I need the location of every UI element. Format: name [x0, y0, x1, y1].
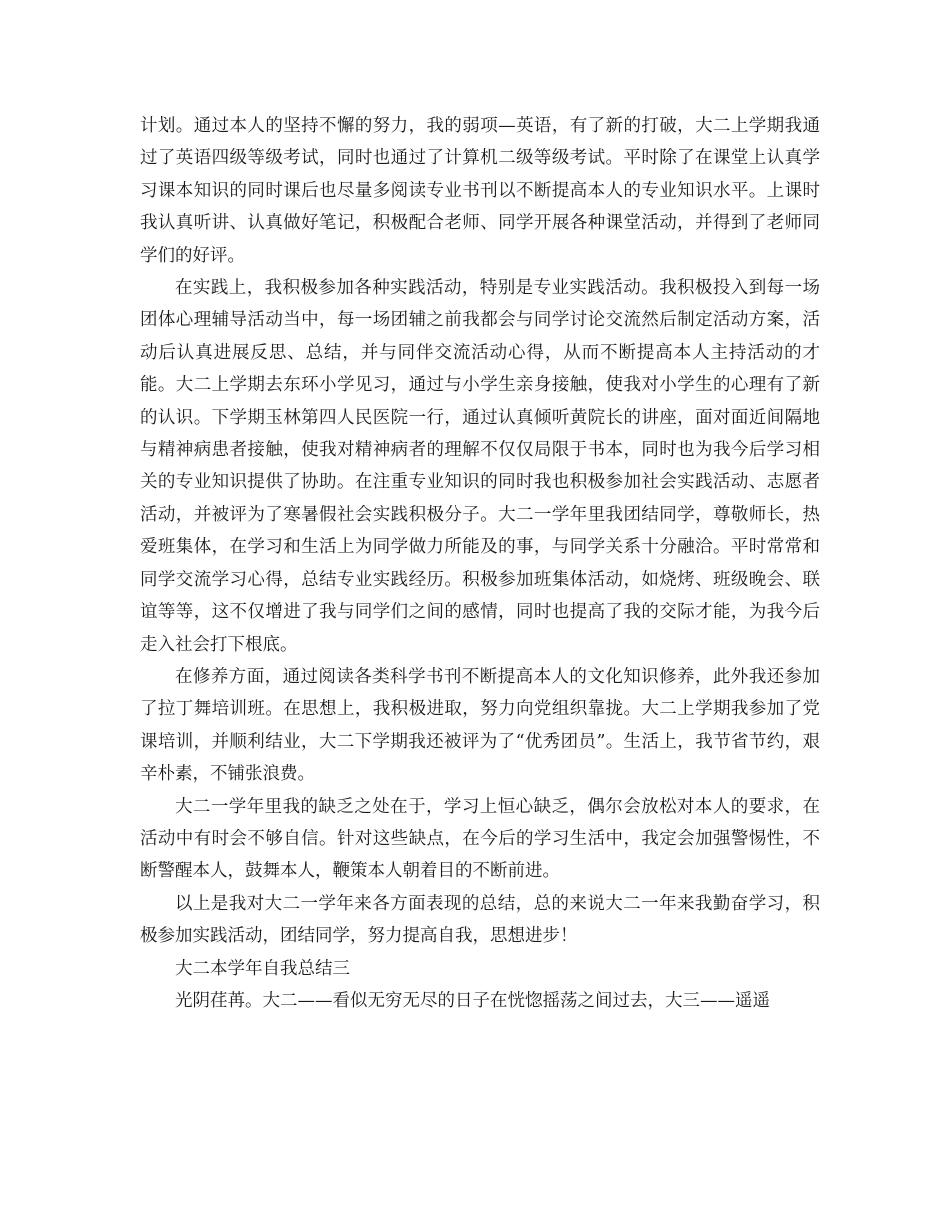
paragraph-shortcomings: 大二一学年里我的缺乏之处在于，学习上恒心缺乏，偶尔会放松对本人的要求，在活动中有时会不够自信。针对这些缺点，在今后的学习生活中，我定会加强警惕性，不断警醒本人，鼓舞本人，鞭策本人朝着目的不断前进。	[140, 796, 820, 882]
paragraph-study: 计划。通过本人的坚持不懈的努力，我的弱项—英语，有了新的打破，大二上学期我通过了英语四级等级考试，同时也通过了计算机二级等级考试。平时除了在课堂上认真学习课本知识的同时课后也尽量多阅读专业书刊以不断提高本人的专业知识水平。上课时我认真听讲、认真做好笔记，积极配合老师、同学开展各种课堂活动，并得到了老师同学们的好评。	[140, 116, 820, 266]
section-heading: 大二本学年自我总结三	[175, 958, 350, 979]
paragraph-practice: 在实践上，我积极参加各种实践活动，特别是专业实践活动。我积极投入到每一场团体心理辅导活动当中，每一场团辅之前我都会与同学讨论交流然后制定活动方案，活动后认真进展反思、总结，并与同伴交流活动心得，从而不断提高本人主持活动的才能。大二上学期去东环小学见习，通过与小学生亲身接触，使我对小学生的心理有了新的认识。下学期玉林第四人民医院一行，通过认真倾听黄院长的讲座，面对面近间隔地与精神病患者接触，使我对精神病者的理解不仅仅局限于书本，同时也为我今后学习相关的专业知识提供了协助。在注重专业知识的同时我也积极参加社会实践活动、志愿者活动，并被评为了寒暑假社会实践积极分子。大二一学年里我团结同学，尊敬师长，热爱班集体，在学习和生活上为同学做力所能及的事，与同学关系十分融洽。平时常常和同学交流学习心得，总结专业实践经历。积极参加班集体活动，如烧烤、班级晚会、联谊等等，这不仅增进了我与同学们之间的感情，同时也提高了我的交际才能，为我今后走入社会打下根底。	[140, 278, 820, 655]
paragraph-cultivation: 在修养方面，通过阅读各类科学书刊不断提高本人的文化知识修养，此外我还参加了拉丁舞培训班。在思想上，我积极进取，努力向党组织靠拢。大二上学期我参加了党课培训，并顺利结业，大二下学期我还被评为了“优秀团员”。生活上，我节省节约，艰辛朴素，不铺张浪费。	[140, 666, 820, 785]
paragraph-opening: 光阴荏苒。大二——看似无穷无尽的日子在恍惚摇荡之间过去，大三——遥遥	[175, 990, 770, 1011]
paragraph-conclusion: 以上是我对大二一学年来各方面表现的总结，总的来说大二一年来我勤奋学习，积极参加实践活动，团结同学，努力提高自我，思想进步！	[140, 893, 820, 947]
document-page	[140, 110, 820, 1017]
